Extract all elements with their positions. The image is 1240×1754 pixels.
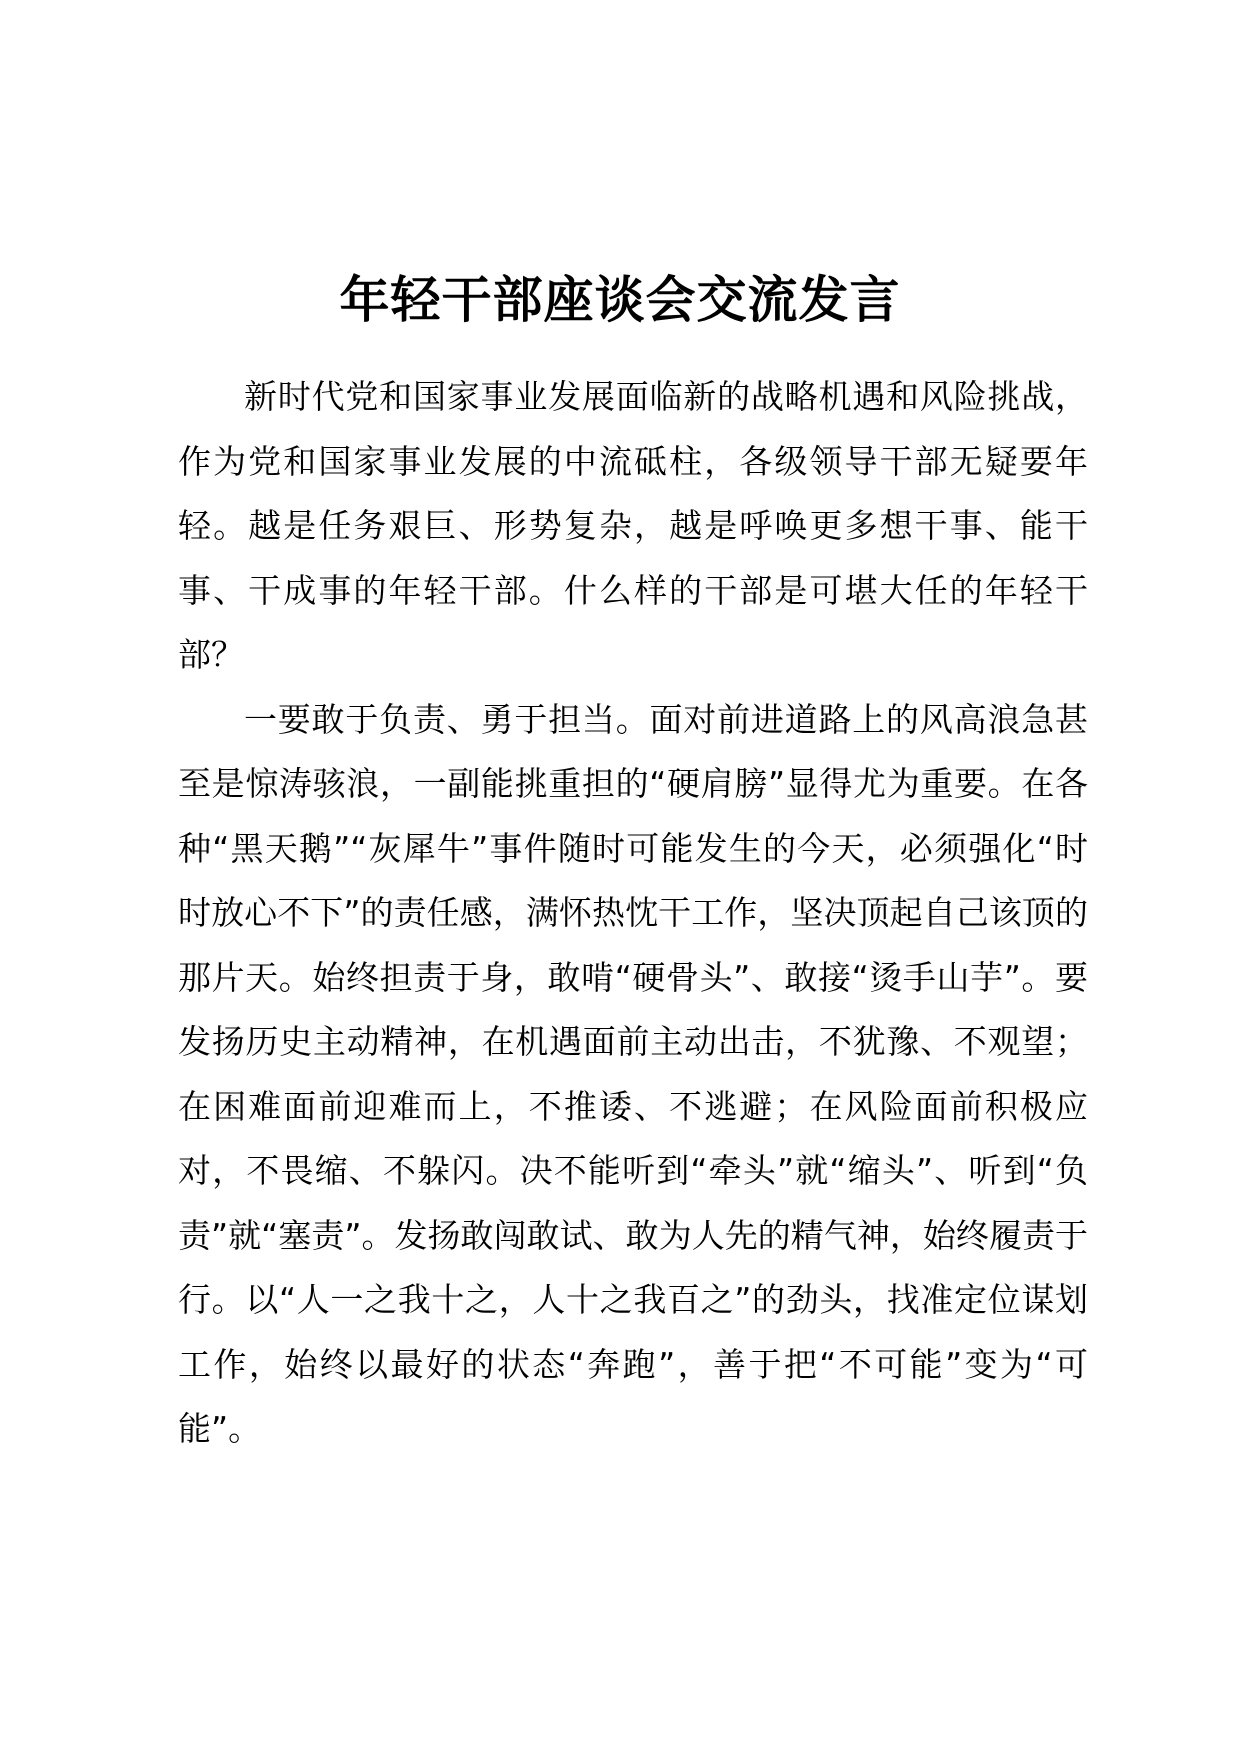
document-title: 年轻干部座谈会交流发言 xyxy=(339,271,901,329)
document-body xyxy=(178,365,1088,1462)
paragraph-responsibility: 一要敢于负责、勇于担当。面对前进道路上的风高浪急甚至是惊涛骇浪，一副能挑重担的“硬肩膀”显得尤为重要。在各种“黑天鹅”“灰犀牛”事件随时可能发生的今天，必须强化“时时放心不下”的责任感，满怀热忱干工作，坚决顶起自己该顶的那片天。始终担责于身，敢啃“硬骨头”、敢接“烫手山芋”。要发扬历史主动精神，在机遇面前主动出击，不犹豫、不观望；在困难面前迎难而上，不推诿、不逃避；在风险面前积极应对，不畏缩、不躲闪。决不能听到“牵头”就“缩头”、听到“负责”就“塞责”。发扬敢闯敢试、敢为人先的精气神，始终履责于行。以“人一之我十之，人十之我百之”的劲头，找准定位谋划工作，始终以最好的状态“奔跑”，善于把“不可能”变为“可能”。 xyxy=(178,699,1088,1448)
paragraph-intro: 新时代党和国家事业发展面临新的战略机遇和风险挑战，作为党和国家事业发展的中流砥柱，各级领导干部无疑要年轻。越是任务艰巨、形势复杂，越是呼唤更多想干事、能干事、干成事的年轻干部。什么样的干部是可堪大任的年轻干部？ xyxy=(178,377,1088,674)
